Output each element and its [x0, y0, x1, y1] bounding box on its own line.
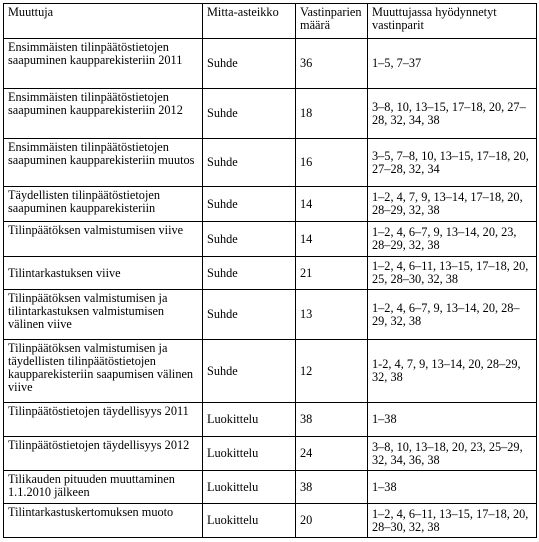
pairs-used-cell: 1–38 [368, 403, 537, 437]
pair-count-cell: 21 [296, 257, 368, 290]
pairs-used-cell: 1–2, 4, 6–7, 9, 13–14, 20, 28–29, 32, 38 [368, 290, 537, 340]
variable-cell: Ensimmäisten tilinpäätöstietojen saapuminen kaupparekisteriin 2011 [4, 39, 203, 89]
table-row [4, 257, 537, 290]
variable-cell: Tilintarkastuksen viive [4, 257, 203, 290]
pairs-used-cell: 1–38 [368, 471, 537, 504]
scale-cell: Suhde [203, 39, 296, 89]
table-row [4, 403, 537, 437]
scale-cell: Suhde [203, 290, 296, 340]
pairs-used-cell: 1–5, 7–37 [368, 39, 537, 89]
variable-cell: Tilinpäätöksen valmistumisen ja tilintarkastuksen valmistumisen välinen viive [4, 290, 203, 340]
table-row [4, 222, 537, 257]
variable-cell: Tilinpäätöksen valmistumisen viive [4, 222, 203, 257]
pair-count-cell: 38 [296, 403, 368, 437]
variables-table [3, 3, 537, 538]
table-row [4, 290, 537, 340]
scale-cell: Luokittelu [203, 403, 296, 437]
scale-cell: Luokittelu [203, 504, 296, 538]
scale-cell: Luokittelu [203, 437, 296, 471]
variable-cell: Tilinpäätöstietojen täydellisyys 2012 [4, 437, 203, 471]
scale-cell: Suhde [203, 187, 296, 222]
header-row [4, 4, 537, 39]
pairs-used-cell: 1–2, 4, 6–7, 9, 13–14, 20, 23, 28–29, 32, 38 [368, 222, 537, 257]
scale-cell: Luokittelu [203, 471, 296, 504]
pair-count-cell: 12 [296, 340, 368, 403]
pairs-used-cell: 1–2, 4, 6–11, 13–15, 17–18, 20, 28–30, 32, 38 [368, 504, 537, 538]
header-pair-count: Vastinparien määrä [296, 4, 368, 39]
table-row [4, 139, 537, 187]
variable-cell: Täydellisten tilinpäätöstietojen saapuminen kaupparekisteriin [4, 187, 203, 222]
table-row [4, 471, 537, 504]
pairs-used-cell: 3–5, 7–8, 10, 13–15, 17–18, 20, 27–28, 32, 34 [368, 139, 537, 187]
header-variable: Muuttuja [4, 4, 203, 39]
scale-cell: Suhde [203, 222, 296, 257]
variable-cell: Ensimmäisten tilinpäätöstietojen saapuminen kaupparekisteriin muutos [4, 139, 203, 187]
variable-cell: Tilinpäätöstietojen täydellisyys 2011 [4, 403, 203, 437]
scale-cell: Suhde [203, 89, 296, 139]
scale-cell: Suhde [203, 257, 296, 290]
pair-count-cell: 14 [296, 222, 368, 257]
pairs-used-cell: 3–8, 10, 13–15, 17–18, 20, 27–28, 32, 34, 38 [368, 89, 537, 139]
pairs-used-cell: 1-2, 4, 7, 9, 13–14, 20, 28–29, 32, 38 [368, 340, 537, 403]
pairs-used-cell: 1–2, 4, 7, 9, 13–14, 17–18, 20, 28–29, 32, 38 [368, 187, 537, 222]
pair-count-cell: 18 [296, 89, 368, 139]
scale-cell: Suhde [203, 340, 296, 403]
variable-cell: Tilikauden pituuden muuttaminen 1.1.2010 jälkeen [4, 471, 203, 504]
pair-count-cell: 13 [296, 290, 368, 340]
header-pairs-used: Muuttujassa hyödynnetyt vastinparit [368, 4, 537, 39]
table-row [4, 39, 537, 89]
variable-cell: Tilinpäätöksen valmistumisen ja täydellisten tilinpäätöstietojen kaupparekisteriin saapumisen välinen viive [4, 340, 203, 403]
table-row [4, 89, 537, 139]
pair-count-cell: 20 [296, 504, 368, 538]
table-row [4, 187, 537, 222]
header-scale: Mitta-asteikko [203, 4, 296, 39]
pairs-used-cell: 1–2, 4, 6–11, 13–15, 17–18, 20, 25, 28–30, 32, 38 [368, 257, 537, 290]
pair-count-cell: 24 [296, 437, 368, 471]
pair-count-cell: 14 [296, 187, 368, 222]
table-row [4, 504, 537, 538]
table-row [4, 437, 537, 471]
pairs-used-cell: 3–8, 10, 13–18, 20, 23, 25–29, 32, 34, 36, 38 [368, 437, 537, 471]
table-row [4, 340, 537, 403]
variable-cell: Tilintarkastuskertomuksen muoto [4, 504, 203, 538]
pair-count-cell: 36 [296, 39, 368, 89]
variable-cell: Ensimmäisten tilinpäätöstietojen saapuminen kaupparekisteriin 2012 [4, 89, 203, 139]
pair-count-cell: 38 [296, 471, 368, 504]
scale-cell: Suhde [203, 139, 296, 187]
pair-count-cell: 16 [296, 139, 368, 187]
